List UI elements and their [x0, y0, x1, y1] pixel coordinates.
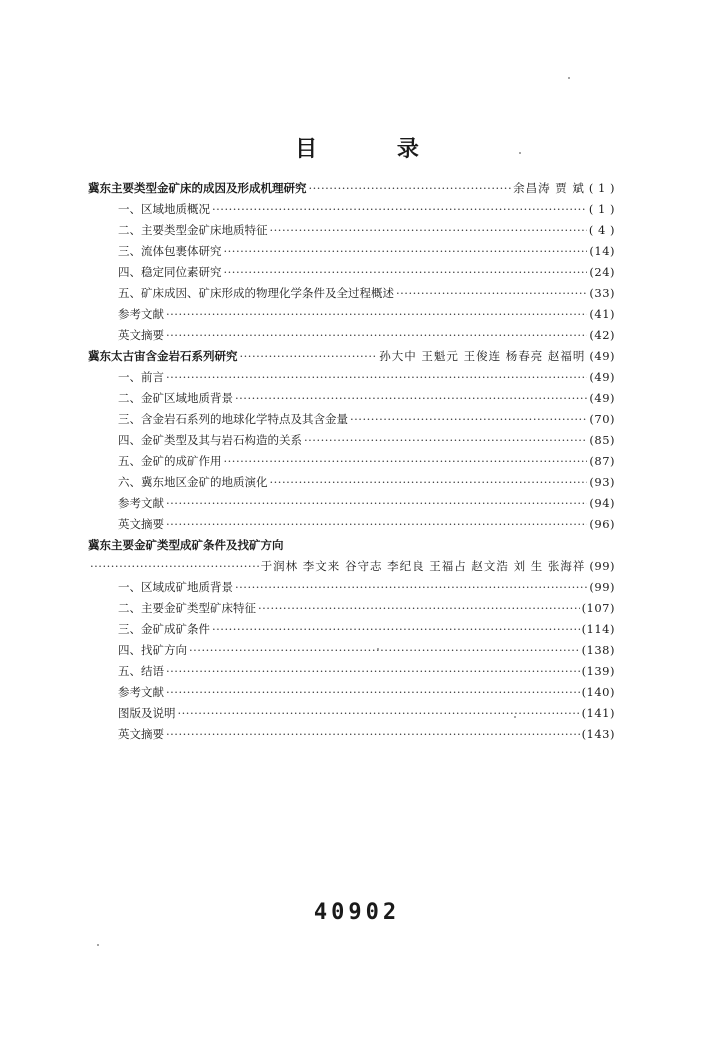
toc-entry-page: (33) [589, 286, 615, 300]
toc-entry-page: ( 1 ) [588, 202, 615, 216]
dot-leader [178, 703, 580, 723]
dot-leader [224, 241, 588, 261]
toc-row[interactable] [118, 388, 615, 408]
scan-speck [377, 648, 379, 650]
toc-entry-page: (24) [589, 265, 615, 279]
toc-entry-title: 四、找矿方向 [118, 643, 187, 657]
dot-leader [212, 199, 587, 219]
toc-entry-title: 三、含金岩石系列的地球化学特点及其含金量 [118, 412, 348, 426]
toc-entry-page: (107) [581, 601, 615, 615]
toc-entry-title: 英文摘要 [118, 727, 164, 741]
dot-leader [189, 640, 580, 660]
toc-entry-page: (140) [581, 685, 615, 699]
toc-entry-title: 五、结语 [118, 664, 164, 678]
toc-entry-authors: 孙大中 王魁元 王俊连 杨春亮 赵福明 [379, 349, 586, 363]
toc-entry-title: 英文摘要 [118, 517, 164, 531]
page-title: 目 录 [295, 137, 455, 162]
toc-row[interactable] [118, 199, 615, 219]
toc-entry-title: 三、金矿成矿条件 [118, 622, 210, 636]
toc-entry-title: 五、矿床成因、矿床形成的物理化学条件及全过程概述 [118, 286, 394, 300]
toc-entry-title: 六、冀东地区金矿的地质演化 [118, 475, 268, 489]
toc-entry-page: (143) [581, 727, 615, 741]
toc-entry-page: (49) [589, 370, 615, 384]
toc-entry-title: 一、区域成矿地质背景 [118, 580, 233, 594]
toc-row[interactable] [118, 304, 615, 324]
toc-entry-title: 英文摘要 [118, 328, 164, 342]
toc-entry-page: (93) [589, 475, 615, 489]
toc-entry-page: (49) [589, 391, 615, 405]
dot-leader [166, 661, 580, 681]
dot-leader [350, 409, 587, 429]
dot-leader [240, 346, 378, 366]
toc-entry-title: 四、稳定同位素研究 [118, 265, 222, 279]
toc-entry-title: 冀东主要金矿类型成矿条件及找矿方向 [88, 538, 284, 552]
toc-author-row[interactable] [88, 556, 615, 576]
toc-entry-page: (99) [589, 580, 615, 594]
toc-row[interactable] [118, 640, 615, 660]
toc-row[interactable] [118, 619, 615, 639]
toc-row[interactable] [118, 283, 615, 303]
toc-entry-authors: 余昌涛 贾 斌 [513, 181, 585, 195]
toc-entry-title: 冀东主要类型金矿床的成因及形成机理研究 [88, 181, 307, 195]
toc-entry-page: (99) [589, 559, 615, 573]
toc-row[interactable] [118, 493, 615, 513]
toc-entry-page: (141) [581, 706, 615, 720]
toc-entry-title: 一、前言 [118, 370, 164, 384]
toc-row[interactable] [118, 367, 615, 387]
toc-entry-page: (14) [589, 244, 615, 258]
toc-entry-page: (85) [589, 433, 615, 447]
dot-leader [166, 367, 587, 387]
dot-leader [304, 430, 587, 450]
toc-row[interactable] [118, 325, 615, 345]
toc-row[interactable] [118, 514, 615, 534]
toc-entry-title: 二、主要金矿类型矿床特征 [118, 601, 256, 615]
toc-row[interactable] [118, 577, 615, 597]
dot-leader [212, 619, 580, 639]
toc-entry-authors: 于润林 李文来 谷守志 李纪良 王福占 赵文浩 刘 生 张海祥 [260, 559, 586, 573]
toc-entry-page: (96) [589, 517, 615, 531]
toc-row[interactable] [118, 451, 615, 471]
toc-row[interactable] [118, 241, 615, 261]
toc-row[interactable] [118, 409, 615, 429]
toc-entry-page: ( 4 ) [588, 223, 615, 237]
toc-entry-page: (138) [581, 643, 615, 657]
scan-speck [97, 944, 99, 946]
page-number: 40902 [313, 900, 401, 925]
dot-leader [166, 325, 587, 345]
dot-leader [224, 451, 588, 471]
toc-entry-title: 图版及说明 [118, 706, 176, 720]
toc-entry-page: (139) [581, 664, 615, 678]
toc-entry-title: 冀东太古宙含金岩石系列研究 [88, 349, 238, 363]
toc-entry-title: 二、主要类型金矿床地质特征 [118, 223, 268, 237]
toc-entry-page: (114) [581, 622, 615, 636]
toc-entry-page: (49) [589, 349, 615, 363]
toc-entry-page: (42) [589, 328, 615, 342]
toc-row[interactable] [118, 703, 615, 723]
dot-leader [258, 598, 580, 618]
toc-section-row[interactable] [88, 535, 615, 555]
dot-leader [166, 724, 580, 744]
toc-row[interactable] [118, 220, 615, 240]
dot-leader [166, 493, 587, 513]
scan-speck [568, 77, 570, 79]
toc-row[interactable] [118, 682, 615, 702]
toc-entry-page: (87) [589, 454, 615, 468]
toc-section-row[interactable] [88, 346, 615, 366]
toc-entry-page: (41) [589, 307, 615, 321]
toc-entry-title: 四、金矿类型及其与岩石构造的关系 [118, 433, 302, 447]
dot-leader [166, 514, 587, 534]
dot-leader [224, 262, 588, 282]
dot-leader [270, 220, 587, 240]
dot-leader [166, 682, 580, 702]
toc-entry-title: 一、区域地质概况 [118, 202, 210, 216]
scan-speck [519, 152, 521, 154]
dot-leader [396, 283, 587, 303]
toc-row[interactable] [118, 598, 615, 618]
dot-leader [235, 388, 587, 408]
toc-entry-page: ( 1 ) [588, 181, 615, 195]
dot-leader [90, 556, 259, 576]
dot-leader [309, 178, 512, 198]
toc-entry-title: 参考文献 [118, 307, 164, 321]
toc-section-row[interactable] [88, 178, 615, 198]
toc-entry-page: (70) [589, 412, 615, 426]
dot-leader [270, 472, 588, 492]
dot-leader [235, 577, 587, 597]
toc-entry-title: 参考文献 [118, 685, 164, 699]
toc-row[interactable] [118, 472, 615, 492]
toc-entry-title: 三、流体包裹体研究 [118, 244, 222, 258]
toc-entry-page: (94) [589, 496, 615, 510]
toc-row[interactable] [118, 724, 615, 744]
toc-entry-title: 参考文献 [118, 496, 164, 510]
scan-speck [514, 716, 516, 718]
toc-row[interactable] [118, 661, 615, 681]
toc-row[interactable] [118, 430, 615, 450]
toc-row[interactable] [118, 262, 615, 282]
toc-entry-title: 二、金矿区域地质背景 [118, 391, 233, 405]
dot-leader [166, 304, 587, 324]
toc-entry-title: 五、金矿的成矿作用 [118, 454, 222, 468]
